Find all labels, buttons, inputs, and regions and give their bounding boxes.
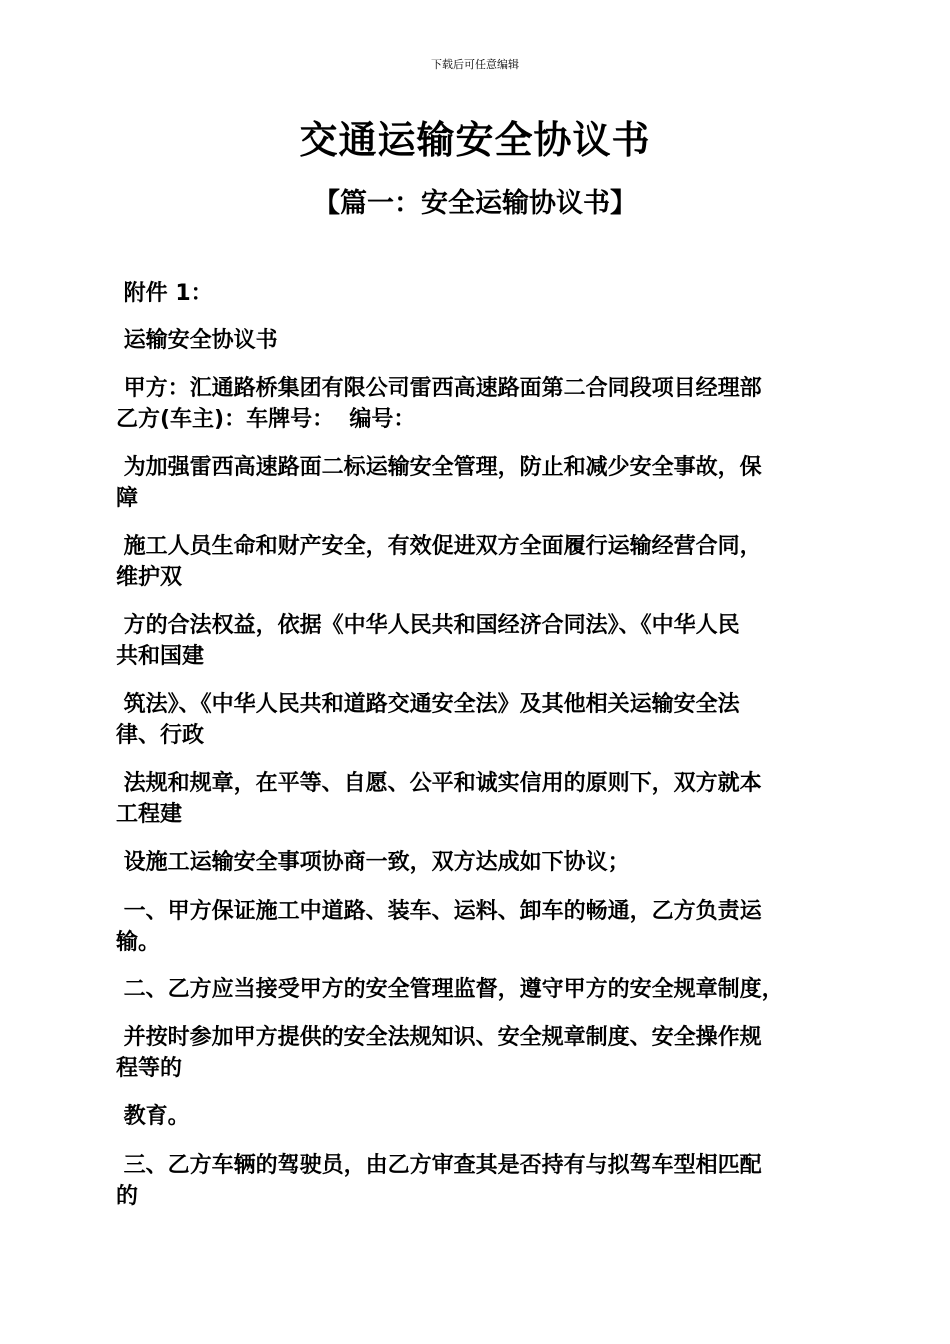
document-title: 交通运输安全协议书 <box>299 118 651 162</box>
line-party-a: 甲方：汇通路桥集团有限公司雷西高速路面第二合同段项目经理部 <box>116 376 762 401</box>
clause-three-line: 的 <box>116 1184 139 1209</box>
clause-two-line: 二、乙方应当接受甲方的安全管理监督，遵守甲方的安全规章制度， <box>116 977 784 1002</box>
paragraph-line: 设施工运输安全事项协商一致，双方达成如下协议； <box>116 850 630 875</box>
document-subtitle: 【篇一：安全运输协议书】 <box>313 188 637 219</box>
clause-one-line: 一、甲方保证施工中道路、装车、运料、卸车的畅通，乙方负责运 <box>116 899 762 924</box>
clause-two-line: 并按时参加甲方提供的安全法规知识、安全规章制度、安全操作规 <box>116 1025 762 1050</box>
paragraph-line: 施工人员生命和财产安全，有效促进双方全面履行运输经营合同， <box>116 534 762 559</box>
paragraph-line: 障 <box>116 486 139 511</box>
line-agreement-name: 运输安全协议书 <box>116 328 278 353</box>
clause-three-line: 三、乙方车辆的驾驶员，由乙方审查其是否持有与拟驾车型相匹配 <box>116 1153 762 1178</box>
paragraph-line: 维护双 <box>116 565 183 590</box>
paragraph-line: 共和国建 <box>116 644 205 669</box>
paragraph-line: 律、行政 <box>116 723 205 748</box>
clause-two-line: 程等的 <box>116 1056 183 1081</box>
paragraph-line: 法规和规章，在平等、自愿、公平和诚实信用的原则下，双方就本 <box>116 771 762 796</box>
paragraph-line: 方的合法权益，依据《中华人民共和国经济合同法》、《中华人民 <box>116 613 740 638</box>
line-party-b: 乙方(车主)：车牌号： 编号： <box>116 407 416 432</box>
paragraph-line: 工程建 <box>116 802 183 827</box>
paragraph-line: 为加强雷西高速路面二标运输安全管理，防止和减少安全事故，保 <box>116 455 762 480</box>
paragraph-line: 筑法》、《中华人民共和道路交通安全法》及其他相关运输安全法 <box>116 692 740 717</box>
clause-one-line: 输。 <box>116 930 161 955</box>
clause-two-line: 教育。 <box>116 1104 190 1129</box>
header-note: 下载后可任意编辑 <box>431 58 519 71</box>
line-attachment: 附件 1： <box>116 281 213 306</box>
